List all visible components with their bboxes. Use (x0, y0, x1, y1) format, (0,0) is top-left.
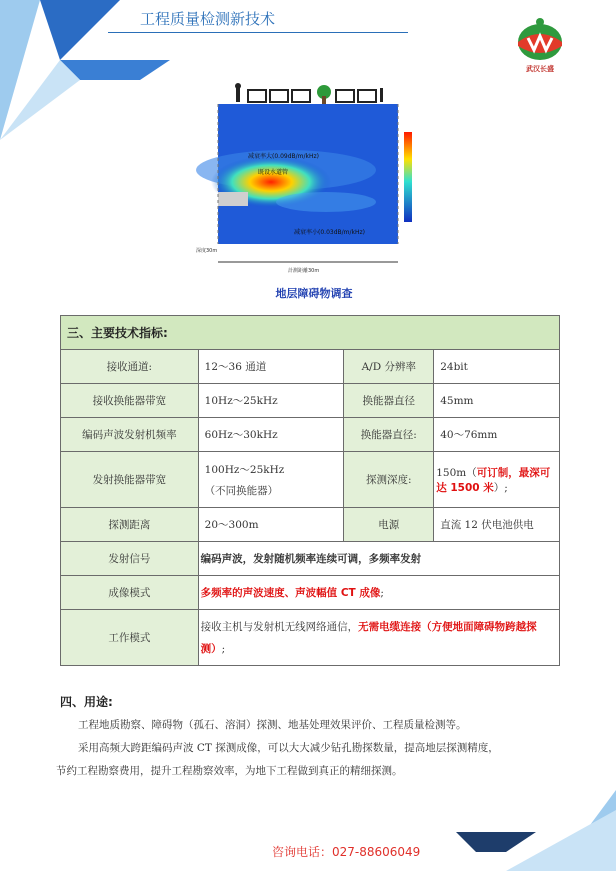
spec-label: 探测距离 (61, 508, 199, 542)
transducer-bandwidth: 100Hz～25kHz (204, 463, 285, 476)
label-depth: 深度30m (196, 248, 218, 254)
imaging-mode-highlight: 多频率的声波速度、声波幅值 CT 成像 (200, 587, 381, 599)
section3-title: 三、主要技术指标: (61, 316, 560, 350)
table-row (61, 418, 560, 452)
usage-paragraph-2-continued: 节约工程勘察费用，提升工程勘察效率，为地下工程做到真正的精细探测。 (56, 765, 403, 777)
spec-value: 10Hz～25kHz (198, 384, 344, 418)
depth-highlight: 可订制，最深可达 1500 米 (436, 466, 551, 494)
depth-suffix: ）; (493, 481, 508, 494)
spec-value: 直流 12 伏电池供电 (434, 508, 560, 542)
spec-label: 编码声波发射机频率 (61, 418, 199, 452)
spec-label: 工作模式 (61, 610, 199, 666)
spec-value: 24bit (434, 350, 560, 384)
usage-paragraph-2: 采用高频大跨距编码声波 CT 探测成像，可以大大减少钻孔勘探数量，提高地层探测精度， (78, 742, 499, 754)
section4-title: 四、用途: (60, 695, 113, 709)
imaging-mode-suffix: ; (380, 587, 384, 599)
spec-value (434, 452, 560, 508)
label-low-attenuation: 减衰率小(0.03dB/m/kHz) (294, 229, 365, 236)
spec-value: 12～36 通道 (198, 350, 344, 384)
spec-label: 探测深度: (344, 452, 434, 508)
transmit-signal-value: 编码声波，发射随机频率连续可调，多频率发射 (198, 542, 559, 576)
bottom-right-decoration (436, 790, 616, 871)
survey-tomography-figure (196, 82, 432, 278)
contact-phone: 咨询电话：027-88606049 (272, 845, 421, 859)
spec-value (198, 452, 344, 508)
table-row (61, 452, 560, 508)
figure-caption: 地层障碍物调查 (275, 287, 353, 300)
depth-value: 150m（ (436, 466, 477, 479)
work-mode-value (198, 610, 559, 666)
table-row (61, 384, 560, 418)
label-water-pipe: 既设水道管 (258, 169, 289, 176)
label-distance: 計測距離30m (288, 268, 320, 274)
work-mode-suffix: ; (221, 642, 226, 655)
usage-paragraph-1: 工程地质勘察、障碍物（孤石、溶洞）探测、地基处理效果评价、工程质量检测等。 (78, 719, 467, 731)
spec-label: 接收换能器带宽 (61, 384, 199, 418)
spec-label: 发射换能器带宽 (61, 452, 199, 508)
table-row (61, 508, 560, 542)
spec-label: 换能器直径: (344, 418, 434, 452)
spec-label: 发射信号 (61, 542, 199, 576)
label-high-attenuation: 减衰率大(0.09dB/m/kHz) (248, 153, 319, 160)
table-section-header (61, 316, 560, 350)
spec-label: 换能器直径 (344, 384, 434, 418)
spec-value: 45mm (434, 384, 560, 418)
table-row (61, 576, 560, 610)
spec-label: 接收通道: (61, 350, 199, 384)
table-row (61, 350, 560, 384)
logo-text: 武汉长盛 (526, 65, 554, 73)
table-row (61, 542, 560, 576)
work-mode-text: 接收主机与发射机无线网络通信， (200, 620, 359, 633)
transducer-note: （不同换能器） (204, 484, 279, 497)
spec-label: 成像模式 (61, 576, 199, 610)
spec-value: 40～76mm (434, 418, 560, 452)
header-title: 工程质量检测新技术 (140, 10, 276, 28)
header-underline (108, 32, 408, 33)
spec-value: 20～300m (198, 508, 344, 542)
spec-value: 60Hz～30kHz (198, 418, 344, 452)
work-mode-highlight: 无需电缆连接（方便地面障碍物跨越探测） (200, 620, 537, 655)
spec-label: A/D 分辨率 (344, 350, 434, 384)
technical-specs-table (60, 315, 560, 666)
company-logo-icon (514, 16, 566, 64)
imaging-mode-value (198, 576, 559, 610)
table-row (61, 610, 560, 666)
spec-label: 电源 (344, 508, 434, 542)
